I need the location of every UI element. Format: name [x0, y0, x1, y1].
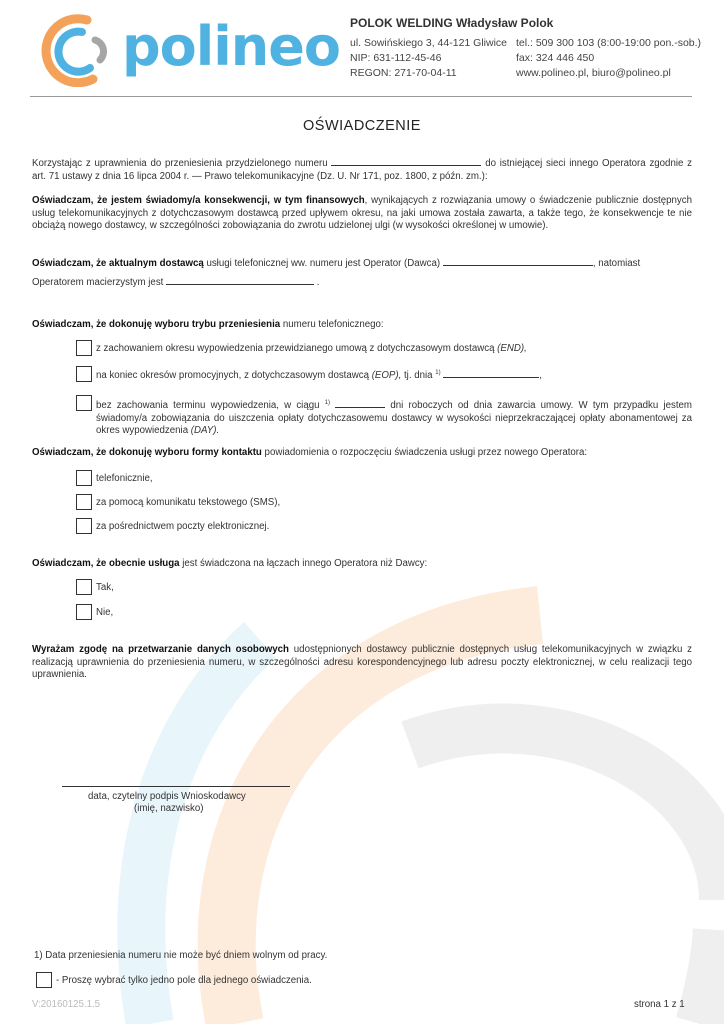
- consequences-bold: Oświadczam, że jestem świadomy/a konsekwencji, w tym finansowych: [32, 195, 365, 206]
- company-name: POLOK WELDING Władysław Polok: [350, 16, 554, 30]
- home-operator-line: [32, 276, 692, 290]
- checkbox-email[interactable]: [76, 518, 92, 534]
- option-yes: Tak,: [96, 582, 114, 593]
- lines-text: jest świadczona na łączach innego Operatora niż Dawcy:: [179, 558, 428, 569]
- watermark-grey-arc: [410, 728, 724, 1024]
- current-provider-paragraph: [32, 257, 692, 271]
- contact-heading: [32, 447, 692, 460]
- checkbox-sms[interactable]: [76, 494, 92, 510]
- footnote-mark-2: 1): [324, 400, 331, 406]
- logo-text: polineo: [122, 15, 340, 78]
- consent-paragraph: [32, 644, 692, 682]
- home-operator-label: Operatorem macierzystym jest: [32, 277, 164, 288]
- option-eop-text: na koniec okresów promocyjnych, z dotychczasowym dostawcą: [96, 370, 369, 382]
- checkbox-note: - Proszę wybrać tylko jedno pole dla jednego oświadczenia.: [56, 975, 312, 986]
- signature-label: data, czytelny podpis Wnioskodawcy: [88, 791, 246, 802]
- day-count-field[interactable]: [335, 399, 385, 408]
- signature-sublabel: (imię, nazwisko): [134, 803, 204, 814]
- home-operator-field[interactable]: [166, 276, 314, 285]
- checkbox-end[interactable]: [76, 340, 92, 356]
- checkbox-eop[interactable]: [76, 366, 92, 382]
- current-provider-text: usługi telefonicznej ww. numeru jest Operator (Dawca): [203, 258, 441, 269]
- consent-text: udostępnionych dostawcy publicznie dostępnych usług telekomunikacyjnych w związku z realizacją uprawnienia do przeniesienia numeru, w szczególności adresu korespondencyjnego lub adresu poczty elektronicznej, w celu realizacji tego uprawnienia.: [32, 644, 692, 681]
- number-field[interactable]: [331, 157, 481, 166]
- mode-bold: Oświadczam, że dokonuję wyboru trybu przeniesienia: [32, 319, 281, 330]
- option-email: za pośrednictwem poczty elektronicznej.: [96, 521, 270, 532]
- signature-line[interactable]: [62, 786, 290, 787]
- lines-bold: Oświadczam, że obecnie usługa: [32, 558, 180, 569]
- intro-text-2: do istniejącej sieci innego Operatora zgodnie z art. 71 ustawy z dnia 16 lipca 2004 r. — Prawo telekomunikacyjne (Dz. U. Nr 171, poz. 1800, z późn. zm.):: [32, 158, 692, 182]
- option-phone: telefonicznie,: [96, 473, 153, 484]
- current-provider-after: , natomiast: [592, 258, 641, 269]
- lines-heading: [32, 558, 692, 571]
- option-day-text-2: dni roboczych od dnia zawarcia umowy. W tym przypadku jestem świadomy/a zobowiązania do uiszczenia opłaty dotychczasowemu dostawcy w wysokości nieprzekraczającej opłaty abonamentowej za okres wypowiedzenia: [96, 400, 692, 437]
- header-divider: [30, 96, 692, 97]
- document-title: OŚWIADCZENIE: [303, 118, 421, 134]
- option-eop: na koniec okresów promocyjnych, z dotychczasowym dostawcą (EOP), tj. dnia $^{1)}$ ,: [96, 370, 542, 382]
- option-eop-code: (EOP),: [371, 370, 402, 382]
- company-address-block: [350, 36, 507, 81]
- nip: NIP: 631-112-45-46: [350, 52, 442, 64]
- home-operator-end: .: [316, 277, 320, 288]
- option-day-text-1: bez zachowania terminu wypowiedzenia, w ciągu: [96, 400, 320, 412]
- legend-checkbox: [36, 972, 52, 988]
- consent-bold: Wyrażam zgodę na przetwarzanie danych osobowych: [32, 644, 289, 655]
- option-day: [96, 397, 692, 438]
- footnote-mark: 1): [435, 370, 441, 376]
- consequences-paragraph: [32, 195, 692, 233]
- version-label: V:20160125.1.5: [32, 999, 101, 1010]
- option-end-code: (END),: [497, 343, 527, 354]
- mode-heading: [32, 319, 692, 332]
- checkbox-no[interactable]: [76, 604, 92, 620]
- footnote: 1) Data przeniesienia numeru nie może być dniem wolnym od pracy.: [34, 950, 328, 961]
- checkbox-phone[interactable]: [76, 470, 92, 486]
- option-end-text: z zachowaniem okresu wypowiedzenia przewidzianego umową z dotychczasowym dostawcą: [96, 343, 495, 354]
- option-sms: za pomocą komunikatu tekstowego (SMS),: [96, 497, 281, 508]
- option-eop-tail: tj. dnia: [401, 370, 433, 382]
- page-number: strona 1 z 1: [634, 999, 685, 1010]
- option-day-code: (DAY).: [190, 425, 220, 437]
- current-provider-bold: Oświadczam, że aktualnym dostawcą: [32, 258, 204, 269]
- option-end: [96, 343, 527, 356]
- fax: fax: 324 446 450: [516, 52, 595, 64]
- donor-operator-field[interactable]: [443, 257, 593, 266]
- intro-text-1: Korzystając z uprawnienia do przeniesienia przydzielonego numeru: [32, 158, 328, 169]
- mode-text: numeru telefonicznego:: [280, 319, 384, 330]
- website-email: www.polineo.pl, biuro@polineo.pl: [516, 67, 671, 79]
- checkbox-day[interactable]: [76, 395, 92, 411]
- regon: REGON: 271-70-04-11: [350, 67, 457, 79]
- contact-bold: Oświadczam, że dokonuję wyboru formy kontaktu: [32, 447, 262, 458]
- eop-date-field[interactable]: [443, 369, 539, 378]
- consequences-text: , wynikających z rozwiązania umowy o świadczenie publicznie dostępnych usług telekomunikacyjnych z dotychczasowym dostawcą przed upływem okresu, na jaki umowa została zawarta, a także tego, że konsekwencje te nie obciążą nowego dostawcy, w szczególności zobowiązania do zwrotu udzielonej ulgi (w wysokości określonej w umowie).: [32, 195, 692, 232]
- checkbox-yes[interactable]: [76, 579, 92, 595]
- contact-text: powiadomienia o rozpoczęciu świadczenia usługi przez nowego Operatora:: [261, 447, 588, 458]
- watermark-blue-arc: [141, 640, 260, 1024]
- address: ul. Sowińskiego 3, 44-121 Gliwice: [350, 37, 507, 49]
- option-no: Nie,: [96, 607, 114, 618]
- intro-paragraph: [32, 157, 692, 183]
- contact-block: [516, 36, 701, 81]
- phone: tel.: 509 300 103 (8:00-19:00 pon.-sob.): [516, 37, 702, 49]
